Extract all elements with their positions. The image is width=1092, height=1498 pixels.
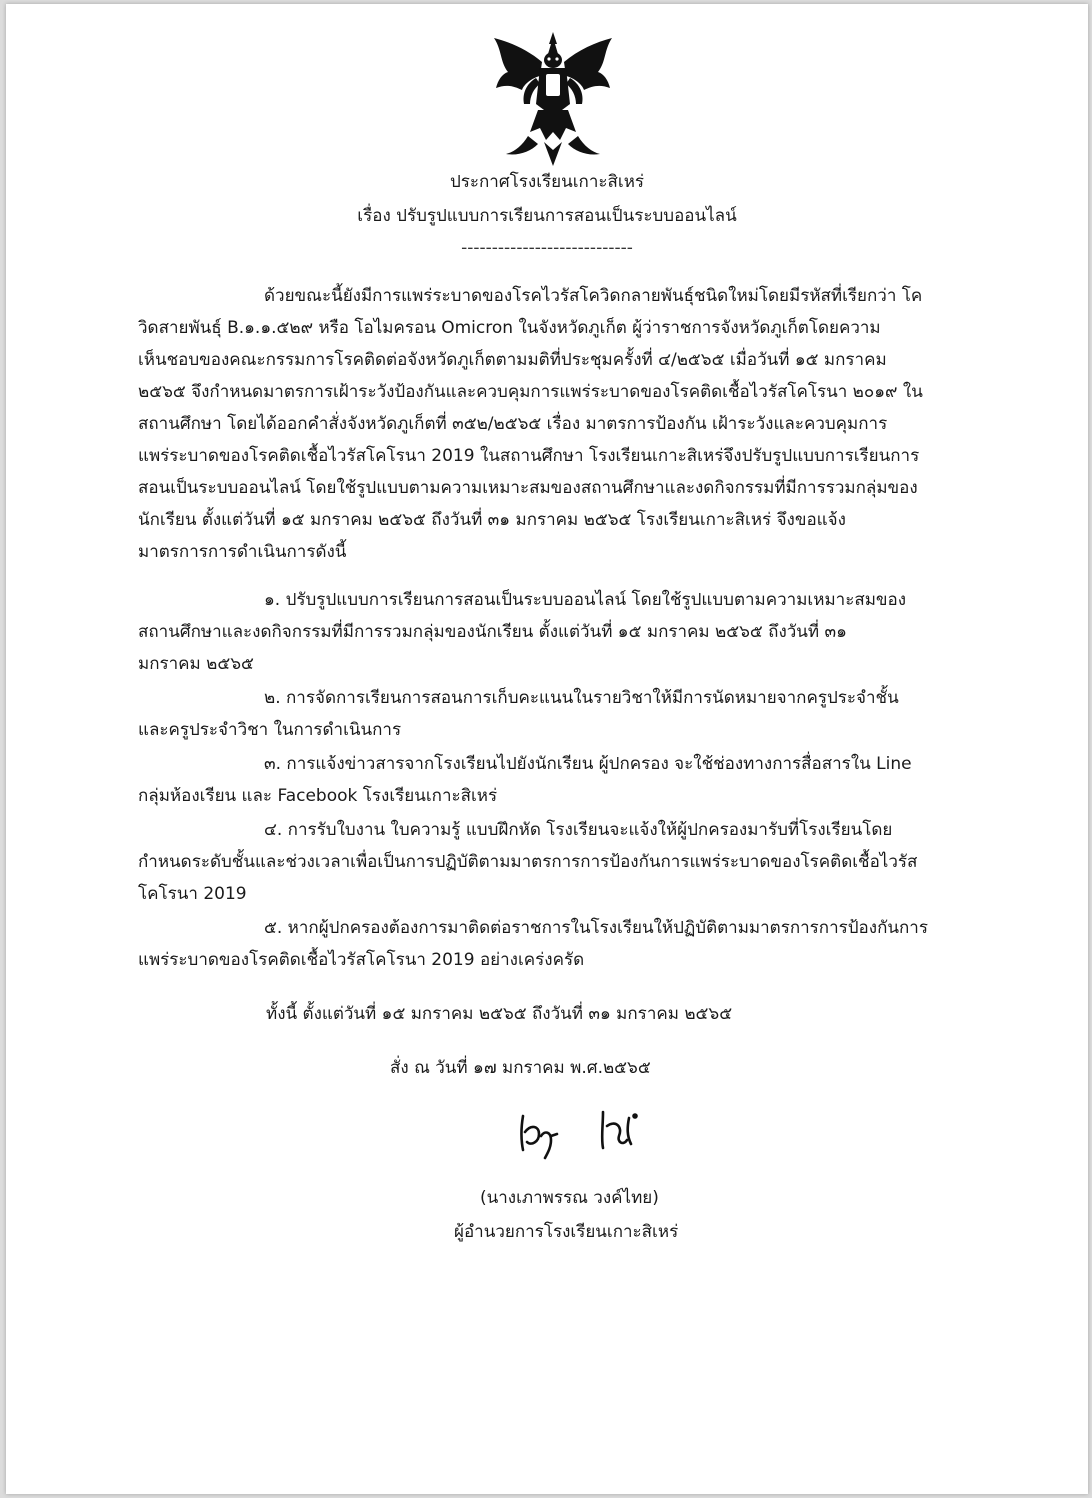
item-3-line: ๓. การแจ้งข่าวสารจากโรงเรียนไปยังนักเรียน ผู้ปกครอง จะใช้ช่องทางการสื่อสารใน Line xyxy=(264,754,912,774)
intro-line: มาตรการการดำเนินการดังนี้ xyxy=(138,542,347,562)
item-4-line: กำหนดระดับชั้นและช่วงเวลาเพื่อเป็นการปฏิบัติตามมาตรการการป้องกันการแพร่ระบาดของโรคติดเชื้อไวรัส xyxy=(138,852,918,872)
intro-line: เห็นชอบของคณะกรรมการโรคติดต่อจังหวัดภูเก็ตตามมติที่ประชุมครั้งที่ ๔/๒๕๖๕ เมื่อวันที่ ๑๕ มกราคม xyxy=(138,350,887,370)
intro-line: สถานศึกษา โดยได้ออกคำสั่งจังหวัดภูเก็ตที่ ๓๕๒/๒๕๖๕ เรื่อง มาตรการป้องกัน เฝ้าระวังและควบคุมการ xyxy=(138,414,888,434)
effective-dates: ทั้งนี้ ตั้งแต่วันที่ ๑๕ มกราคม ๒๕๖๕ ถึงวันที่ ๓๑ มกราคม ๒๕๖๕ xyxy=(266,1004,733,1024)
intro-line: ด้วยขณะนี้ยังมีการแพร่ระบาดของโรคไวรัสโควิดกลายพันธุ์ชนิดใหม่โดยมีรหัสที่เรียกว่า โค xyxy=(264,286,923,306)
item-1-line: มกราคม ๒๕๖๕ xyxy=(138,654,254,674)
order-date: สั่ง ณ วันที่ ๑๗ มกราคม พ.ศ.๒๕๖๕ xyxy=(390,1058,651,1078)
intro-line: ๒๕๖๕ จึงกำหนดมาตรการเฝ้าระวังป้องกันและควบคุมการแพร่ระบาดของโรคติดเชื้อไวรัสโคโรนา ๒๐๑๙ ใน xyxy=(138,382,923,402)
document-page xyxy=(6,4,1088,1494)
item-2-line: ๒. การจัดการเรียนการสอนการเก็บคะแนนในรายวิชาให้มีการนัดหมายจากครูประจำชั้น xyxy=(264,688,899,708)
intro-line: แพร่ระบาดของโรคติดเชื้อไวรัสโคโรนา 2019 ในสถานศึกษา โรงเรียนเกาะสิเหร่จึงปรับรูปแบบการเรียนการ xyxy=(138,446,920,466)
item-4-line: ๔. การรับใบงาน ใบความรู้ แบบฝึกหัด โรงเรียนจะแจ้งให้ผู้ปกครองมารับที่โรงเรียนโดย xyxy=(264,820,893,840)
intro-line: วิดสายพันธุ์ B.๑.๑.๕๒๙ หรือ โอไมครอน Omicron ในจังหวัดภูเก็ต ผู้ว่าราชการจังหวัดภูเก็ตโดยความ xyxy=(138,318,881,338)
signer-title: ผู้อำนวยการโรงเรียนเกาะสิเหร่ xyxy=(454,1222,679,1242)
item-2-line: และครูประจำวิชา ในการดำเนินการ xyxy=(138,720,402,740)
intro-line: นักเรียน ตั้งแต่วันที่ ๑๕ มกราคม ๒๕๖๕ ถึงวันที่ ๓๑ มกราคม ๒๕๖๕ โรงเรียนเกาะสิเหร่ จึงขอแจ้ง xyxy=(138,510,846,530)
item-5-line: ๕. หากผู้ปกครองต้องการมาติดต่อราชการในโรงเรียนให้ปฏิบัติตามมาตรการการป้องกันการ xyxy=(264,918,928,938)
intro-line: สอนเป็นระบบออนไลน์ โดยใช้รูปแบบตามความเหมาะสมของสถานศึกษาและงดกิจกรรมที่มีการรวมกลุ่มของ xyxy=(138,478,918,498)
item-5-line: แพร่ระบาดของโรคติดเชื้อไวรัสโคโรนา 2019 อย่างเคร่งครัด xyxy=(138,950,585,970)
item-1-line: สถานศึกษาและงดกิจกรรมที่มีการรวมกลุ่มของนักเรียน ตั้งแต่วันที่ ๑๕ มกราคม ๒๕๖๕ ถึงวันที่ ๓๑ xyxy=(138,622,847,642)
item-1-line: ๑. ปรับรูปแบบการเรียนการสอนเป็นระบบออนไลน์ โดยใช้รูปแบบตามความเหมาะสมของ xyxy=(264,590,907,610)
item-4-line: โคโรนา 2019 xyxy=(138,884,247,904)
garuda-emblem-icon xyxy=(488,28,618,168)
item-3-line: กลุ่มห้องเรียน และ Facebook โรงเรียนเกาะสิเหร่ xyxy=(138,786,498,806)
signer-name: (นางเภาพรรณ วงค์ไทย) xyxy=(480,1188,659,1208)
announcement-subject: เรื่อง ปรับรูปแบบการเรียนการสอนเป็นระบบออนไลน์ xyxy=(357,206,737,226)
title-divider: ---------------------------- xyxy=(461,238,633,258)
announcement-title: ประกาศโรงเรียนเกาะสิเหร่ xyxy=(449,172,645,192)
signature-icon xyxy=(511,1102,661,1162)
